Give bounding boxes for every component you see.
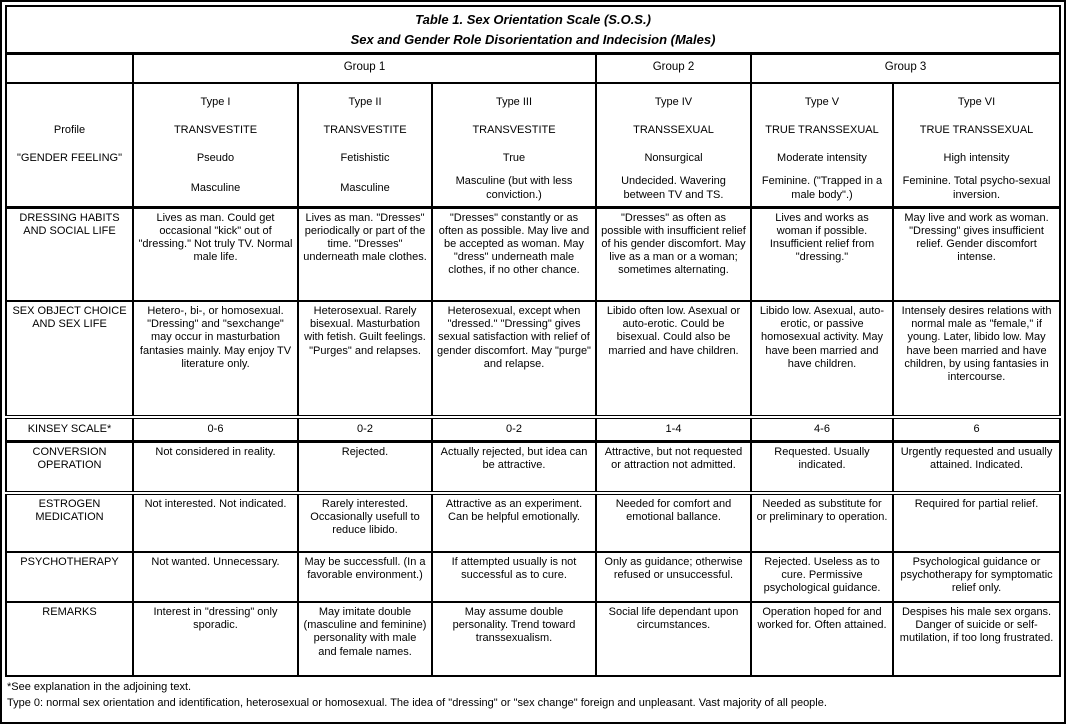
cell-kinsey-type5: 4-6: [751, 417, 893, 441]
cell-psychotherapy-type1: Not wanted. Unnecessary.: [133, 552, 298, 602]
cell-remarks-type2: May imitate double (masculine and feminine) personality with male and female names.: [298, 602, 432, 676]
profile-type2-cell: [298, 83, 432, 208]
type2-subtype: Fetishistic: [340, 151, 390, 164]
cell-conversion-type1: Not considered in reality.: [133, 441, 298, 493]
type2-feeling: Masculine: [340, 181, 390, 194]
spacer: [11, 173, 128, 203]
row-label-estrogen: ESTROGEN MEDICATION: [6, 493, 133, 552]
cell-remarks-type3: May assume double personality. Trend toward transsexualism.: [432, 602, 596, 676]
cell-kinsey-type3: 0-2: [432, 417, 596, 441]
type6-feeling: Feminine. Total psycho-sexual inversion.: [902, 175, 1051, 201]
cell-estrogen-type6: Required for partial relief.: [893, 493, 1060, 552]
footnote-asterisk: *See explanation in the adjoining text.: [7, 681, 192, 693]
type2-header: Type II: [348, 95, 382, 108]
table-title-line2: Sex and Gender Role Disorientation and Indecision (Males): [350, 31, 716, 47]
type4-feeling: Undecided. Wavering between TV and TS.: [621, 175, 726, 201]
type6-subtype: High intensity: [943, 151, 1010, 164]
cell-estrogen-type1: Not interested. Not indicated.: [133, 493, 298, 552]
table-row-estrogen: [6, 493, 1060, 552]
group-header-row: [6, 54, 1060, 83]
cell-psychotherapy-type4: Only as guidance; otherwise refused or unsuccessful.: [596, 552, 751, 602]
table-row-remarks: [6, 602, 1060, 676]
cell-sex-type6: Intensely desires relations with normal male as "female," if young. Later, libido low. May have been married and have children, by using fantasies in intercourse.: [893, 301, 1060, 417]
profile-row: [6, 83, 1060, 208]
type2-name: TRANSVESTITE: [323, 123, 407, 136]
cell-conversion-type3: Actually rejected, but idea can be attractive.: [432, 441, 596, 493]
footnote-type0: Type 0: normal sex orientation and identification, heterosexual or homosexual. The idea of "dressing" or "sex change" foreign and unpleasant. Vast majority of all people.: [7, 696, 827, 709]
row-label-kinsey: KINSEY SCALE*: [6, 417, 133, 441]
cell-sex-type3: Heterosexual, except when "dressed." "Dressing" gives sexual satisfaction with relief of gender discomfort. May "purge" and relapse.: [432, 301, 596, 417]
profile-type5-cell: [751, 83, 893, 208]
type1-feeling: Masculine: [190, 181, 241, 194]
row-label-dressing: DRESSING HABITS AND SOCIAL LIFE: [6, 207, 133, 301]
profile-type4-cell: [596, 83, 751, 208]
cell-conversion-type4: Attractive, but not requested or attraction not admitted.: [596, 441, 751, 493]
type1-subtype: Pseudo: [196, 151, 235, 164]
profile-row-label-cell: [6, 83, 133, 208]
cell-remarks-type4: Social life dependant upon circumstances.: [596, 602, 751, 676]
table-row-psychotherapy: [6, 552, 1060, 602]
cell-kinsey-type4: 1-4: [596, 417, 751, 441]
type5-header: Type V: [804, 95, 840, 108]
cell-dressing-type1: Lives as man. Could get occasional "kick" out of "dressing." Not truly TV. Normal male life.: [133, 207, 298, 301]
table-title-cell: [6, 6, 1060, 54]
type1-name: TRANSVESTITE: [173, 123, 258, 136]
spacer: [11, 89, 128, 117]
table-row-dressing: [6, 207, 1060, 301]
group-header-empty-cell: [6, 54, 133, 83]
type5-subtype: Moderate intensity: [777, 151, 867, 164]
type3-feeling: Masculine (but with less conviction.): [455, 175, 573, 201]
group3-header: Group 3: [751, 54, 1060, 83]
cell-dressing-type2: Lives as man. "Dresses" periodically or part of the time. "Dresses" underneath male clothes.: [298, 207, 432, 301]
table-row-kinsey: [6, 417, 1060, 441]
cell-psychotherapy-type5: Rejected. Useless as to cure. Permissive psychological guidance.: [751, 552, 893, 602]
cell-dressing-type6: May live and work as woman. "Dressing" gives insufficient relief. Gender discomfort intense.: [893, 207, 1060, 301]
cell-psychotherapy-type2: May be successfull. (In a favorable environment.): [298, 552, 432, 602]
row-label-psychotherapy: PSYCHOTHERAPY: [6, 552, 133, 602]
group2-header: Group 2: [596, 54, 751, 83]
footnotes: [5, 677, 1061, 712]
sos-table: [5, 5, 1061, 677]
type5-name: TRUE TRANSSEXUAL: [765, 123, 879, 136]
cell-estrogen-type5: Needed as substitute for or preliminary to operation.: [751, 493, 893, 552]
type5-feeling: Feminine. ("Trapped in a male body".): [761, 175, 883, 201]
type6-name: TRUE TRANSSEXUAL: [919, 123, 1034, 136]
profile-type3-cell: [432, 83, 596, 208]
row-label-remarks: REMARKS: [6, 602, 133, 676]
cell-remarks-type6: Despises his male sex organs. Danger of suicide or self-mutilation, if too long frustrated.: [893, 602, 1060, 676]
cell-sex-type2: Heterosexual. Rarely bisexual. Masturbation with fetish. Guilt feelings. "Purges" and relapses.: [298, 301, 432, 417]
cell-estrogen-type3: Attractive as an experiment. Can be helpful emotionally.: [432, 493, 596, 552]
cell-remarks-type1: Interest in "dressing" only sporadic.: [133, 602, 298, 676]
cell-kinsey-type6: 6: [893, 417, 1060, 441]
cell-dressing-type3: "Dresses" constantly or as often as possible. May live and be accepted as woman. May "dress" underneath male clothes, if no other chance.: [432, 207, 596, 301]
cell-estrogen-type2: Rarely interested. Occasionally usefull to reduce libido.: [298, 493, 432, 552]
type3-subtype: True: [502, 151, 526, 164]
cell-conversion-type2: Rejected.: [298, 441, 432, 493]
type4-subtype: Nonsurgical: [644, 151, 703, 164]
type3-header: Type III: [495, 95, 533, 108]
cell-conversion-type6: Urgently requested and usually attained. Indicated.: [893, 441, 1060, 493]
cell-dressing-type5: Lives and works as woman if possible. Insufficient relief from "dressing.": [751, 207, 893, 301]
cell-sex-type4: Libido often low. Asexual or auto-erotic. Could be bisexual. Could also be married and have children.: [596, 301, 751, 417]
group1-header: Group 1: [133, 54, 596, 83]
cell-remarks-type5: Operation hoped for and worked for. Often attained.: [751, 602, 893, 676]
cell-conversion-type5: Requested. Usually indicated.: [751, 441, 893, 493]
type6-header: Type VI: [957, 95, 996, 108]
cell-sex-type1: Hetero-, bi-, or homosexual. "Dressing" and "sexchange" may occur in masturbation fantasies mainly. May enjoy TV literature only.: [133, 301, 298, 417]
gender-feeling-label: "GENDER FEELING": [17, 151, 122, 164]
type3-name: TRANSVESTITE: [472, 123, 556, 136]
type4-name: TRANSSEXUAL: [633, 123, 714, 136]
table-title-line1: Table 1. Sex Orientation Scale (S.O.S.): [415, 12, 651, 27]
table-row-conversion: [6, 441, 1060, 493]
row-label-sex-object: SEX OBJECT CHOICE AND SEX LIFE: [6, 301, 133, 417]
profile-label: Profile: [53, 123, 86, 136]
title-row: [6, 6, 1060, 54]
cell-sex-type5: Libido low. Asexual, auto-erotic, or passive homosexual activity. May have been married and have children.: [751, 301, 893, 417]
table-row-sex-object: [6, 301, 1060, 417]
cell-estrogen-type4: Needed for comfort and emotional ballance.: [596, 493, 751, 552]
profile-type6-cell: [893, 83, 1060, 208]
type1-header: Type I: [200, 95, 231, 108]
cell-dressing-type4: "Dresses" as often as possible with insufficient relief of his gender discomfort. May live as a man or a woman; sometimes alternating.: [596, 207, 751, 301]
cell-psychotherapy-type6: Psychological guidance or psychotherapy for symptomatic relief only.: [893, 552, 1060, 602]
cell-psychotherapy-type3: If attempted usually is not successful as to cure.: [432, 552, 596, 602]
type4-header: Type IV: [654, 95, 693, 108]
cell-kinsey-type2: 0-2: [298, 417, 432, 441]
cell-kinsey-type1: 0-6: [133, 417, 298, 441]
row-label-conversion: CONVERSION OPERATION: [6, 441, 133, 493]
profile-type1-cell: [133, 83, 298, 208]
